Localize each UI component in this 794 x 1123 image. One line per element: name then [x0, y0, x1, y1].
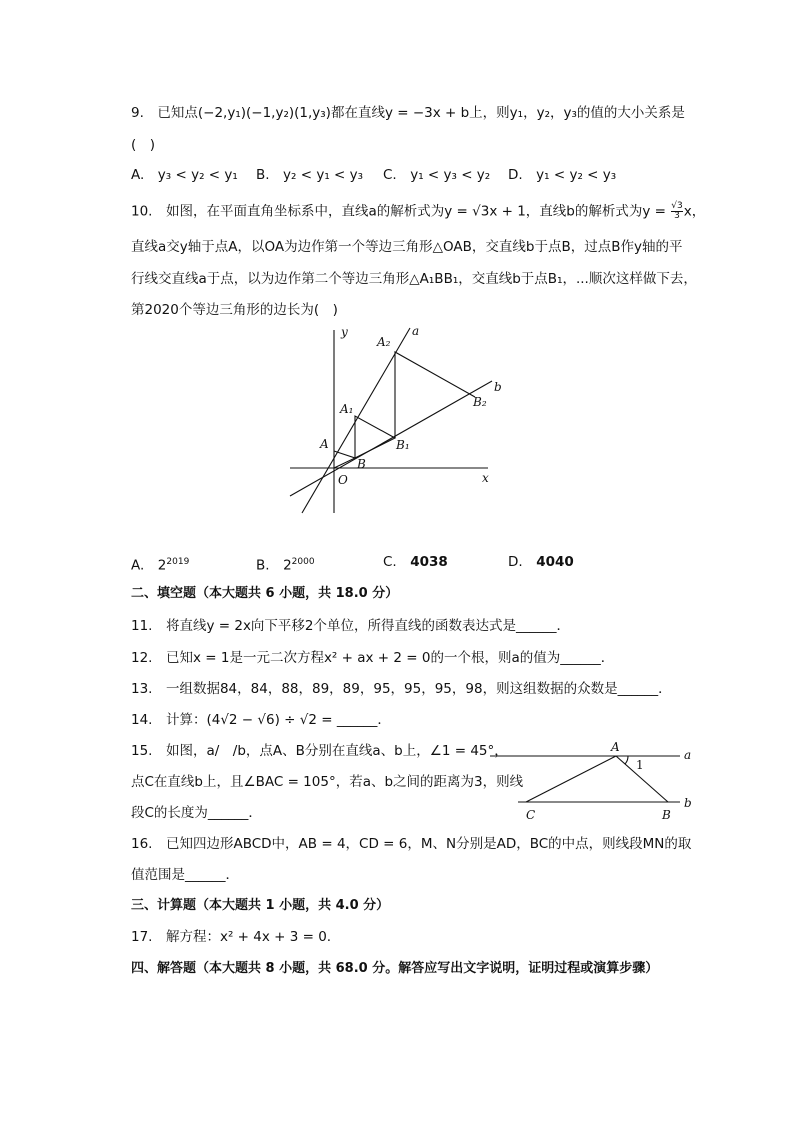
q10-option-c — [383, 553, 448, 571]
q17: 17. 解方程：x² + 4x + 3 = 0. — [131, 929, 332, 945]
label-a: a — [412, 324, 420, 338]
q10-line1-tail: x， — [683, 203, 706, 220]
label-y: y — [341, 325, 348, 339]
q10-option-d — [508, 553, 574, 571]
line-a — [302, 328, 410, 513]
q9-option-b: B. y₂ < y₁ < y₃ — [256, 167, 364, 183]
q10-option-b-base: 2 — [283, 557, 292, 574]
q10-option-a-base: 2 — [157, 557, 167, 574]
label-1: 1 — [636, 758, 644, 772]
q15-line2: 点C在直线b上，且∠BAC = 105°，若a、b之间的距离为3，则线 — [131, 774, 524, 790]
label-x: x — [482, 471, 489, 485]
q10-line1 — [131, 202, 705, 221]
q10-option-a-prefix: A. — [131, 557, 158, 574]
q10-option-d-base: 4040 — [536, 554, 574, 570]
q10-option-c-base: 4038 — [410, 554, 448, 570]
q10-option-b — [256, 553, 315, 575]
q10-option-b-exp: 2000 — [291, 557, 315, 567]
q9-option-c: C. y₁ < y₃ < y₂ — [383, 167, 491, 183]
label-B: B — [662, 808, 671, 822]
q10-option-a-exp: 2019 — [166, 557, 190, 567]
q10-fraction-denominator: 3 — [674, 211, 680, 221]
q9-option-a: A. y₃ < y₂ < y₁ — [131, 167, 238, 183]
q9-option-d: D. y₁ < y₂ < y₃ — [508, 167, 617, 183]
q10-fraction-numerator: √3 — [671, 201, 683, 211]
q16-line2: 值范围是______． — [131, 867, 239, 883]
q9-paren: ( ) — [131, 137, 156, 153]
section-2-heading: 二、填空题（本大题共 6 小题，共 18.0 分） — [131, 586, 399, 601]
q10-figure — [280, 318, 510, 518]
angle-1-arc — [625, 756, 628, 764]
label-B1: B₁ — [396, 438, 410, 452]
label-B2: B₂ — [473, 395, 487, 409]
segment-ac — [526, 756, 616, 802]
q15-figure — [488, 738, 698, 824]
label-A: A — [611, 740, 620, 754]
label-a: a — [684, 748, 692, 762]
label-O: O — [338, 473, 348, 487]
triangle-3 — [395, 352, 475, 438]
q16-line1: 16. 已知四边形ABCD中，AB = 4，CD = 6，M、N分别是AD，BC的中点，则线段MN的取 — [131, 836, 692, 852]
section-4-heading: 四、解答题（本大题共 8 小题，共 68.0 分。解答应写出文字说明，证明过程或演算步骤） — [131, 961, 659, 976]
q15-line1: 15. 如图，a/ /b，点A、B分别在直线a、b上，∠1 = 45°， — [131, 743, 508, 759]
q11: 11. 将直线y = 2x向下平移2个单位，所得直线的函数表达式是______． — [131, 618, 571, 634]
label-A: A — [320, 437, 329, 451]
label-A1: A₁ — [340, 402, 354, 416]
label-b: b — [494, 380, 502, 394]
q15-line3: 段C的长度为______． — [131, 805, 262, 821]
section-3-heading: 三、计算题（本大题共 1 小题，共 4.0 分） — [131, 898, 390, 913]
label-A2: A₂ — [377, 335, 391, 349]
q9-stem: 9. 已知点(−2,y₁)(−1,y₂)(1,y₃)都在直线y = −3x + b上，则y₁，y₂，y₃的值的大小关系是 — [131, 105, 685, 121]
label-B: B — [357, 457, 366, 471]
q10-line1-text: 10. 如图，在平面直角坐标系中，直线a的解析式为y = √3x + 1，直线b的解析式为y = — [131, 203, 671, 220]
q10-option-b-prefix: B. — [256, 557, 284, 574]
q13: 13. 一组数据84，84，88，89，89，95，95，95，98，则这组数据的众数是______． — [131, 681, 672, 697]
triangle-2 — [355, 416, 395, 458]
q12: 12. 已知x = 1是一元二次方程x² + ax + 2 = 0的一个根，则a的值为______． — [131, 650, 615, 666]
q10-line2: 直线a交y轴于点A，以OA为边作第一个等边三角形△OAB，交直线b于点B，过点B作y轴的平 — [131, 239, 683, 255]
label-C: C — [526, 808, 536, 822]
q10-line3: 行线交直线a于点，以为边作第二个等边三角形△A₁BB₁，交直线b于点B₁，...顺次这样做下去， — [131, 271, 697, 287]
q10-option-d-prefix: D. — [508, 554, 537, 570]
q10-line4: 第2020个等边三角形的边长为( ) — [131, 302, 338, 318]
q10-option-a — [131, 553, 189, 575]
q14: 14. 计算：(4√2 − √6) ÷ √2 = ______． — [131, 712, 391, 728]
label-b: b — [684, 796, 692, 810]
q10-option-c-prefix: C. — [383, 554, 411, 570]
q10-fraction — [671, 202, 682, 221]
